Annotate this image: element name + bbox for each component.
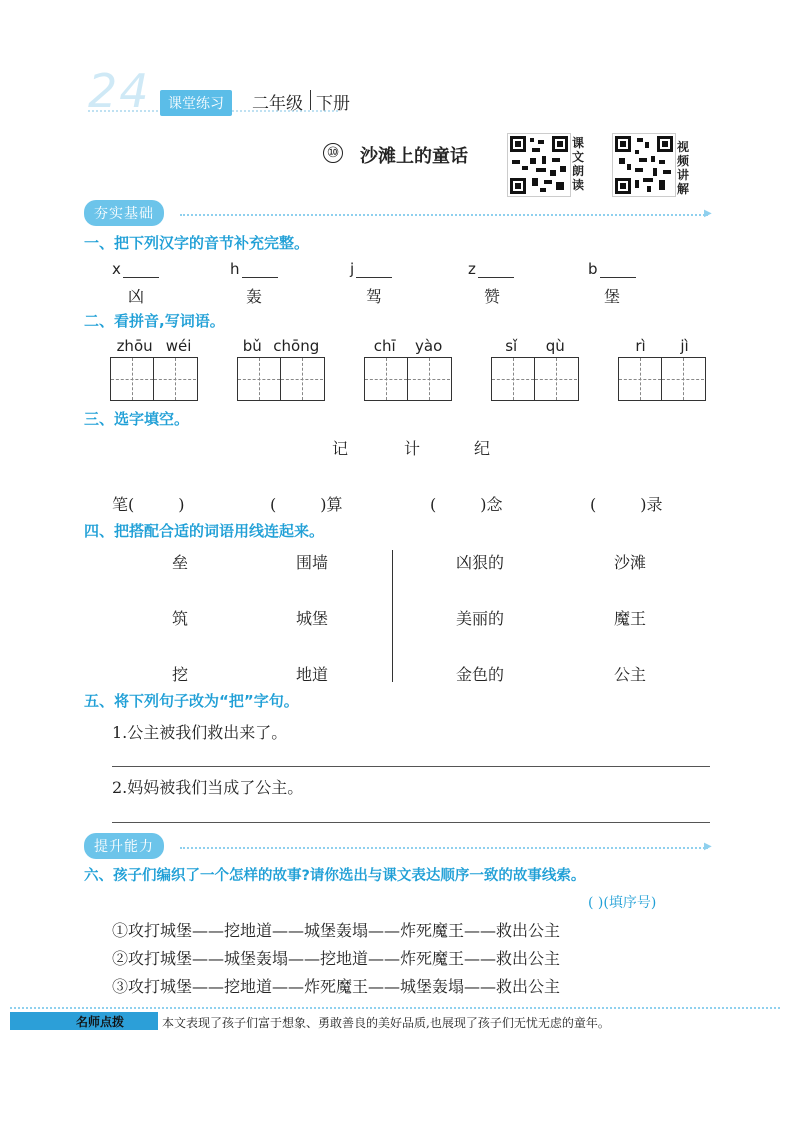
qr-label-video: 视频讲解	[677, 140, 690, 196]
section-label-advanced: 提升能力	[84, 833, 164, 859]
q4-left-noun[interactable]: 城堡	[296, 609, 329, 628]
q2-pinyin: chī	[373, 337, 396, 355]
q1-char: 轰	[246, 287, 263, 306]
q4-left-verb[interactable]: 筑	[172, 609, 189, 628]
q2-writing-grid[interactable]	[618, 357, 706, 401]
q6-option: ①攻打城堡——挖地道——城堡轰塌——炸死魔王——救出公主	[112, 921, 561, 940]
lesson-title: 沙滩上的童话	[360, 146, 468, 167]
q1-char: 赞	[484, 287, 501, 306]
q2-pinyin: sǐ	[505, 337, 518, 355]
q4-right-adj[interactable]: 金色的	[456, 665, 505, 684]
section-divider	[180, 847, 708, 849]
q2-pinyin: bǔ	[242, 337, 262, 355]
q6-option: ③攻打城堡——挖地道——炸死魔王——城堡轰塌——救出公主	[112, 977, 561, 996]
qr-label-reading: 课文朗读	[572, 136, 585, 192]
q5-answer-line-2[interactable]	[112, 822, 710, 823]
section-divider	[180, 214, 708, 216]
qr-code-video[interactable]	[612, 133, 676, 197]
q4-divider	[392, 550, 393, 682]
q1-item	[350, 260, 392, 307]
section-label-basics: 夯实基础	[84, 200, 164, 226]
q2-item	[364, 337, 452, 401]
q1-char: 驾	[366, 287, 383, 306]
q3-choice: 记	[332, 439, 349, 458]
tip-label: 名师点拨	[76, 1015, 125, 1029]
q2-pinyin: chōng	[273, 337, 320, 355]
q4-left-noun[interactable]: 地道	[296, 665, 329, 684]
q1-blank[interactable]	[356, 263, 392, 278]
q6-option: ②攻打城堡——城堡轰塌——挖地道——炸死魔王——救出公主	[112, 949, 561, 968]
question-6-title: 六、孩子们编织了一个怎样的故事?请你选出与课文表达顺序一致的故事线索。	[84, 868, 586, 884]
q1-item	[588, 260, 636, 307]
volume-label: 下册	[316, 94, 350, 114]
q2-item	[618, 337, 706, 401]
q4-right-noun[interactable]: 公主	[614, 665, 647, 684]
q2-pinyin: yào	[415, 337, 443, 355]
exercise-tag: 课堂练习	[160, 90, 232, 116]
q3-blank-item[interactable]: ( )算	[270, 495, 343, 514]
q4-right-noun[interactable]: 沙滩	[614, 553, 647, 572]
grade-separator	[310, 90, 311, 110]
q2-pinyin: rì	[635, 337, 646, 355]
qr-code-reading[interactable]	[507, 133, 571, 197]
q3-blank-item[interactable]: 笔( )	[112, 495, 185, 514]
question-4-title: 四、把搭配合适的词语用线连起来。	[84, 522, 325, 540]
qr-code-icon	[613, 134, 675, 196]
q4-right-noun[interactable]: 魔王	[614, 609, 647, 628]
q1-char: 堡	[604, 287, 621, 306]
q1-initial: h	[230, 260, 240, 278]
q1-blank[interactable]	[123, 263, 159, 278]
q4-left-verb[interactable]: 挖	[172, 665, 189, 684]
q3-blank-item[interactable]: ( )录	[590, 495, 663, 514]
q3-choice: 计	[404, 439, 421, 458]
q1-initial: j	[350, 260, 355, 278]
q2-writing-grid[interactable]	[237, 357, 325, 401]
q2-item	[237, 337, 325, 401]
q2-pinyin: qù	[545, 337, 565, 355]
q2-writing-grid[interactable]	[491, 357, 579, 401]
lesson-number: ⑩	[323, 143, 343, 163]
question-5-title: 五、将下列句子改为“把”字句。	[84, 692, 299, 710]
question-3-title: 三、选字填空。	[84, 410, 190, 428]
q5-sentence-1: 1.公主被我们救出来了。	[112, 723, 288, 742]
arrow-right-icon: ▶	[704, 208, 712, 219]
q4-right-adj[interactable]: 凶狠的	[456, 553, 505, 572]
page-number: 24	[88, 64, 151, 118]
q2-writing-grid[interactable]	[110, 357, 198, 401]
q1-item	[468, 260, 514, 307]
tip-divider	[10, 1007, 780, 1009]
qr-code-icon	[508, 134, 570, 196]
arrow-right-icon: ▶	[704, 841, 712, 852]
question-1-title: 一、把下列汉字的音节补充完整。	[84, 234, 310, 252]
q1-char: 凶	[128, 287, 145, 306]
q1-blank[interactable]	[600, 263, 636, 278]
q4-left-verb[interactable]: 垒	[172, 553, 189, 572]
tip-text: 本文表现了孩子们富于想象、勇敢善良的美好品质,也展现了孩子们无忧无虑的童年。	[162, 1016, 610, 1030]
q1-initial: x	[112, 260, 121, 278]
q1-item	[230, 260, 278, 307]
q5-sentence-2: 2.妈妈被我们当成了公主。	[112, 778, 304, 797]
grade-label: 二年级	[252, 94, 303, 114]
q1-initial: b	[588, 260, 598, 278]
q3-choice: 纪	[474, 439, 491, 458]
q2-item	[110, 337, 198, 401]
q2-writing-grid[interactable]	[364, 357, 452, 401]
q6-answer-blank[interactable]: ( )(填序号)	[588, 895, 657, 911]
question-2-title: 二、看拼音,写词语。	[84, 312, 225, 330]
q4-right-adj[interactable]: 美丽的	[456, 609, 505, 628]
q2-pinyin: zhōu	[116, 337, 153, 355]
q1-blank[interactable]	[242, 263, 278, 278]
q4-left-noun[interactable]: 围墙	[296, 553, 329, 572]
q3-blank-item[interactable]: ( )念	[430, 495, 503, 514]
q1-item	[112, 260, 159, 307]
q2-pinyin: wéi	[165, 337, 192, 355]
q5-answer-line-1[interactable]	[112, 766, 710, 767]
q2-item	[491, 337, 579, 401]
q1-initial: z	[468, 260, 476, 278]
q2-pinyin: jì	[680, 337, 689, 355]
q1-blank[interactable]	[478, 263, 514, 278]
